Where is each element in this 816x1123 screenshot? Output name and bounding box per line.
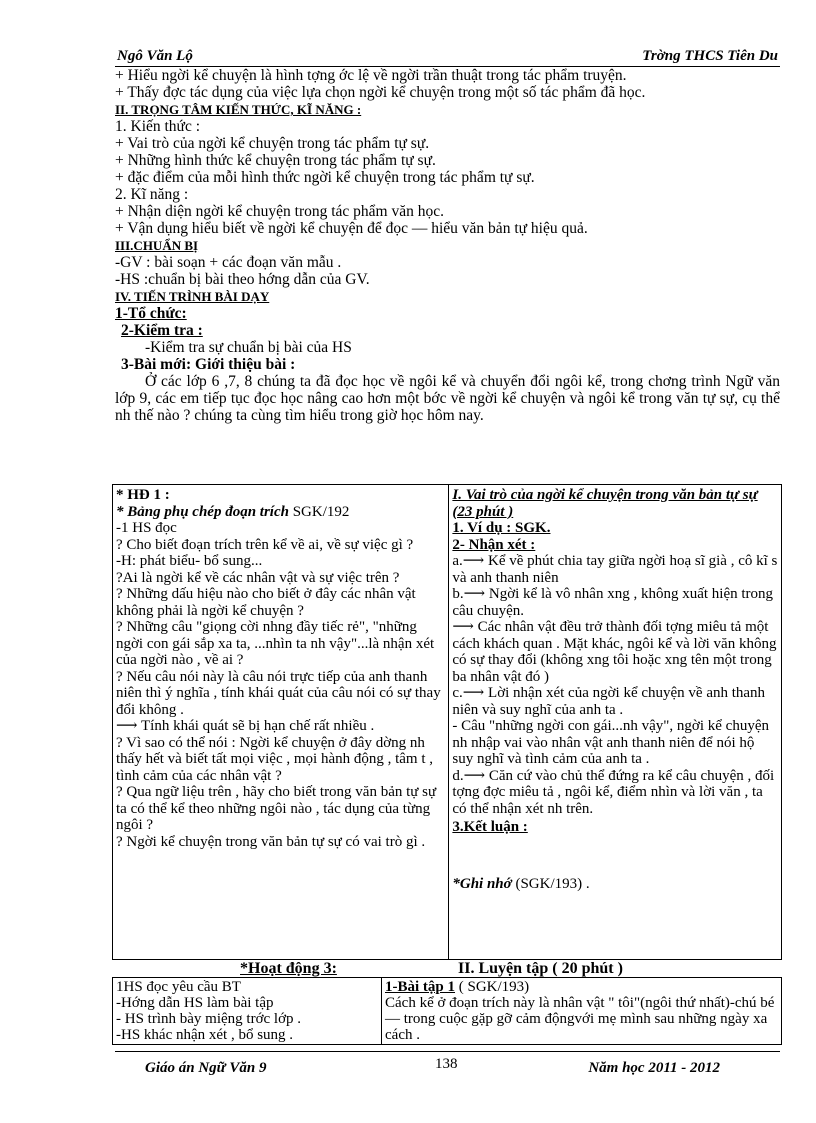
prep-line: -GV : bài soạn + các đoạn văn mẫu . [115,254,342,271]
content-cell [449,485,782,960]
activity-line: ⟶ Tính khái quát sẽ bị hạn chế rất nhiều . [116,718,375,734]
board-note: * Bảng phụ chép đoạn trích SGK/192 [116,503,350,520]
knowledge-line: + đặc điểm của mỗi hình thức ngời kể chuyện trong tác phẩm tự sự. [115,169,535,186]
practice-line: 1HS đọc yêu cầu BT [116,979,241,995]
header-author: Ngô Văn Lộ [117,48,193,64]
document-body [115,67,780,424]
knowledge-line: + Nhận diện ngời kể chuyện trong tác phẩm văn học. [115,203,444,220]
intro-line: + Hiểu ngời kể chuyện là hình tợng ớc lệ về ngời trần thuật trong tác phẩm truyện. [115,67,627,84]
activity-line: ? Qua ngữ liệu trên , hãy cho biết trong văn bản tự sự ta có thể kể theo những ngôi nào , tác dụng của từng ngôi ? [116,784,437,833]
step-2-text: -Kiểm tra sự chuẩn bị bài của HS [145,339,352,356]
content-line: - Câu "những ngời con gái...nh vậy", ngời kể chuyện nh nhập vai vào nhân vật anh thanh niên để nói hộ suy nghĩ và tình cảm của anh ta . [452,718,769,767]
activity-line: ? Những câu "giọng cời nhng đầy tiếc rẻ", "những ngời con gái sắp xa ta, ...nhìn ta nh vậy"...là nhận xét của ngời nào , về ai ? [116,619,435,668]
activity-3-heading: *Hoạt động 3: [240,960,337,977]
exercise-heading: 1-Bài tập 1 ( SGK/193) [385,979,530,995]
practice-content-cell [382,978,782,1045]
conclusion-heading: 3.Kết luận : [452,819,528,835]
activity-table [112,484,782,960]
knowledge-line: + Vận dụng hiểu biết về ngời kể chuyện để đọc — hiểu văn bản tự hiệu quả. [115,220,588,237]
knowledge-line: + Những hình thức kể chuyện trong tác phẩm tự sự. [115,152,436,169]
remember-note: *Ghi nhớ (SGK/193) . [452,875,590,892]
practice-table [112,977,782,1045]
practice-activity-cell [113,978,382,1045]
practice-line: -HS khác nhận xét , bổ sung . [116,1027,294,1043]
knowledge-line: + Vai trò của ngời kể chuyện trong tác phẩm tự sự. [115,135,430,152]
content-line: c.⟶ Lời nhận xét của ngời kể chuyện về anh thanh niên và suy nghĩ của anh ta . [452,685,766,718]
content-line: a.⟶ Kể về phút chia tay giữa ngời hoạ sĩ già , cô kĩ s và anh thanh niên [452,553,778,586]
prep-line: -HS :chuẩn bị bài theo hớng dẫn của GV. [115,271,370,288]
step-2-heading: 2-Kiểm tra : [121,322,203,339]
section-2-title: II. TRỌNG TÂM KIẾN THỨC, KĨ NĂNG : [115,102,362,117]
section-3-title: III.CHUẨN BỊ [115,238,199,253]
step-1-heading: 1-Tổ chức: [115,305,187,322]
step-3-text: Ở các lớp 6 ,7, 8 chúng ta đã đọc học về ngôi kể và chuyển đổi ngôi kể, trong chơng trình Ngữ văn lớp 9, các em tiếp tục đọc học nâng cao hơn một bớc về ngời kể chuyện và ngôi kể trong văn tự sự, cụ thể nh thế nào ? chúng ta cùng tìm hiểu trong giờ học hôm nay. [115,373,780,424]
page-footer [115,1051,780,1074]
footer-subject: Giáo án Ngữ Văn 9 [145,1060,267,1076]
knowledge-line: 1. Kiến thức : [115,118,201,135]
content-line: b.⟶ Ngời kể là vô nhân xng , không xuất hiện trong câu chuyện. [452,586,774,619]
practice-section [112,960,782,1048]
step-3-heading: 3-Bài mới: Giới thiệu bài : [121,356,296,373]
teacher-activity-cell [113,485,449,960]
activity-line: ? Vì sao có thể nói : Ngời kể chuyện ở đây dờng nh thấy hết và biết tất mọi việc , mọi hành động , tâm t , tình cảm của các nhân vật ? [116,734,434,784]
section-4-title: IV. TIẾN TRÌNH BÀI DẠY [115,289,270,304]
practice-line: - HS trình bày miệng trớc lớp . [116,1011,302,1027]
content-line: d.⟶ Căn cứ vào chủ thể đứng ra kể câu chuyện , đối tợng đợc miêu tả , ngôi kể, điểm nhìn và lời văn , ta có thể nhận xét nh trên. [452,767,775,817]
activity-line: ?Ai là ngời kể về các nhân vật và sự việc trên ? [116,569,400,586]
intro-line: + Thấy đợc tác dụng của việc lựa chọn ngời kể chuyện trong một số tác phẩm đã học. [115,84,646,101]
exercise-text: Cách kể ở đoạn trích này là nhân vật " tôi"(ngôi thứ nhất)-chú bé — trong cuộc gặp gỡ cảm độngvới mẹ mình sau những ngày xa cách . [385,995,775,1043]
activity-line: -1 HS đọc [116,520,177,536]
content-line: ⟶ Các nhân vật đều trở thành đối tợng miêu tả một cách khách quan . Mặt khác, ngôi kể và lời văn không có sự thay đổi (không xng tôi hoặc xng tên một trong ba nhân vật đó ) [452,619,777,685]
remarks-heading: 2- Nhận xét : [452,536,536,553]
page-header [115,48,780,67]
header-school: Trờng THCS Tiên Du [642,48,778,64]
activity-line: ? Cho biết đoạn trích trên kể về ai, về sự việc gì ? [116,536,414,553]
activity-heading: * HĐ 1 : [116,487,170,503]
activity-line: ? Ngời kể chuyện trong văn bản tự sự có vai trò gì . [116,833,426,850]
knowledge-line: 2. Kĩ năng : [115,186,189,203]
activity-line: ? Những dấu hiệu nào cho biết ở đây các nhân vật không phải là ngời kể chuyện ? [116,586,416,619]
practice-line: -Hớng dẫn HS làm bài tập [116,995,274,1011]
activity-line: -H: phát biểu- bổ sung... [116,553,263,569]
footer-year: Năm học 2011 - 2012 [588,1060,720,1076]
activity-line: ? Nếu câu nói này là câu nói trực tiếp của anh thanh niên thì ý nghĩa , tính khái quát của câu nói có sự thay đổi không . [116,668,441,718]
practice-heading: II. Luyện tập ( 20 phút ) [458,960,623,977]
page-number: 138 [435,1056,458,1072]
content-title: I. Vai trò của ngời kể chuyện trong văn bản tự sự (23 phút ) [452,487,758,520]
example-heading: 1. Ví dụ : SGK. [452,520,551,536]
